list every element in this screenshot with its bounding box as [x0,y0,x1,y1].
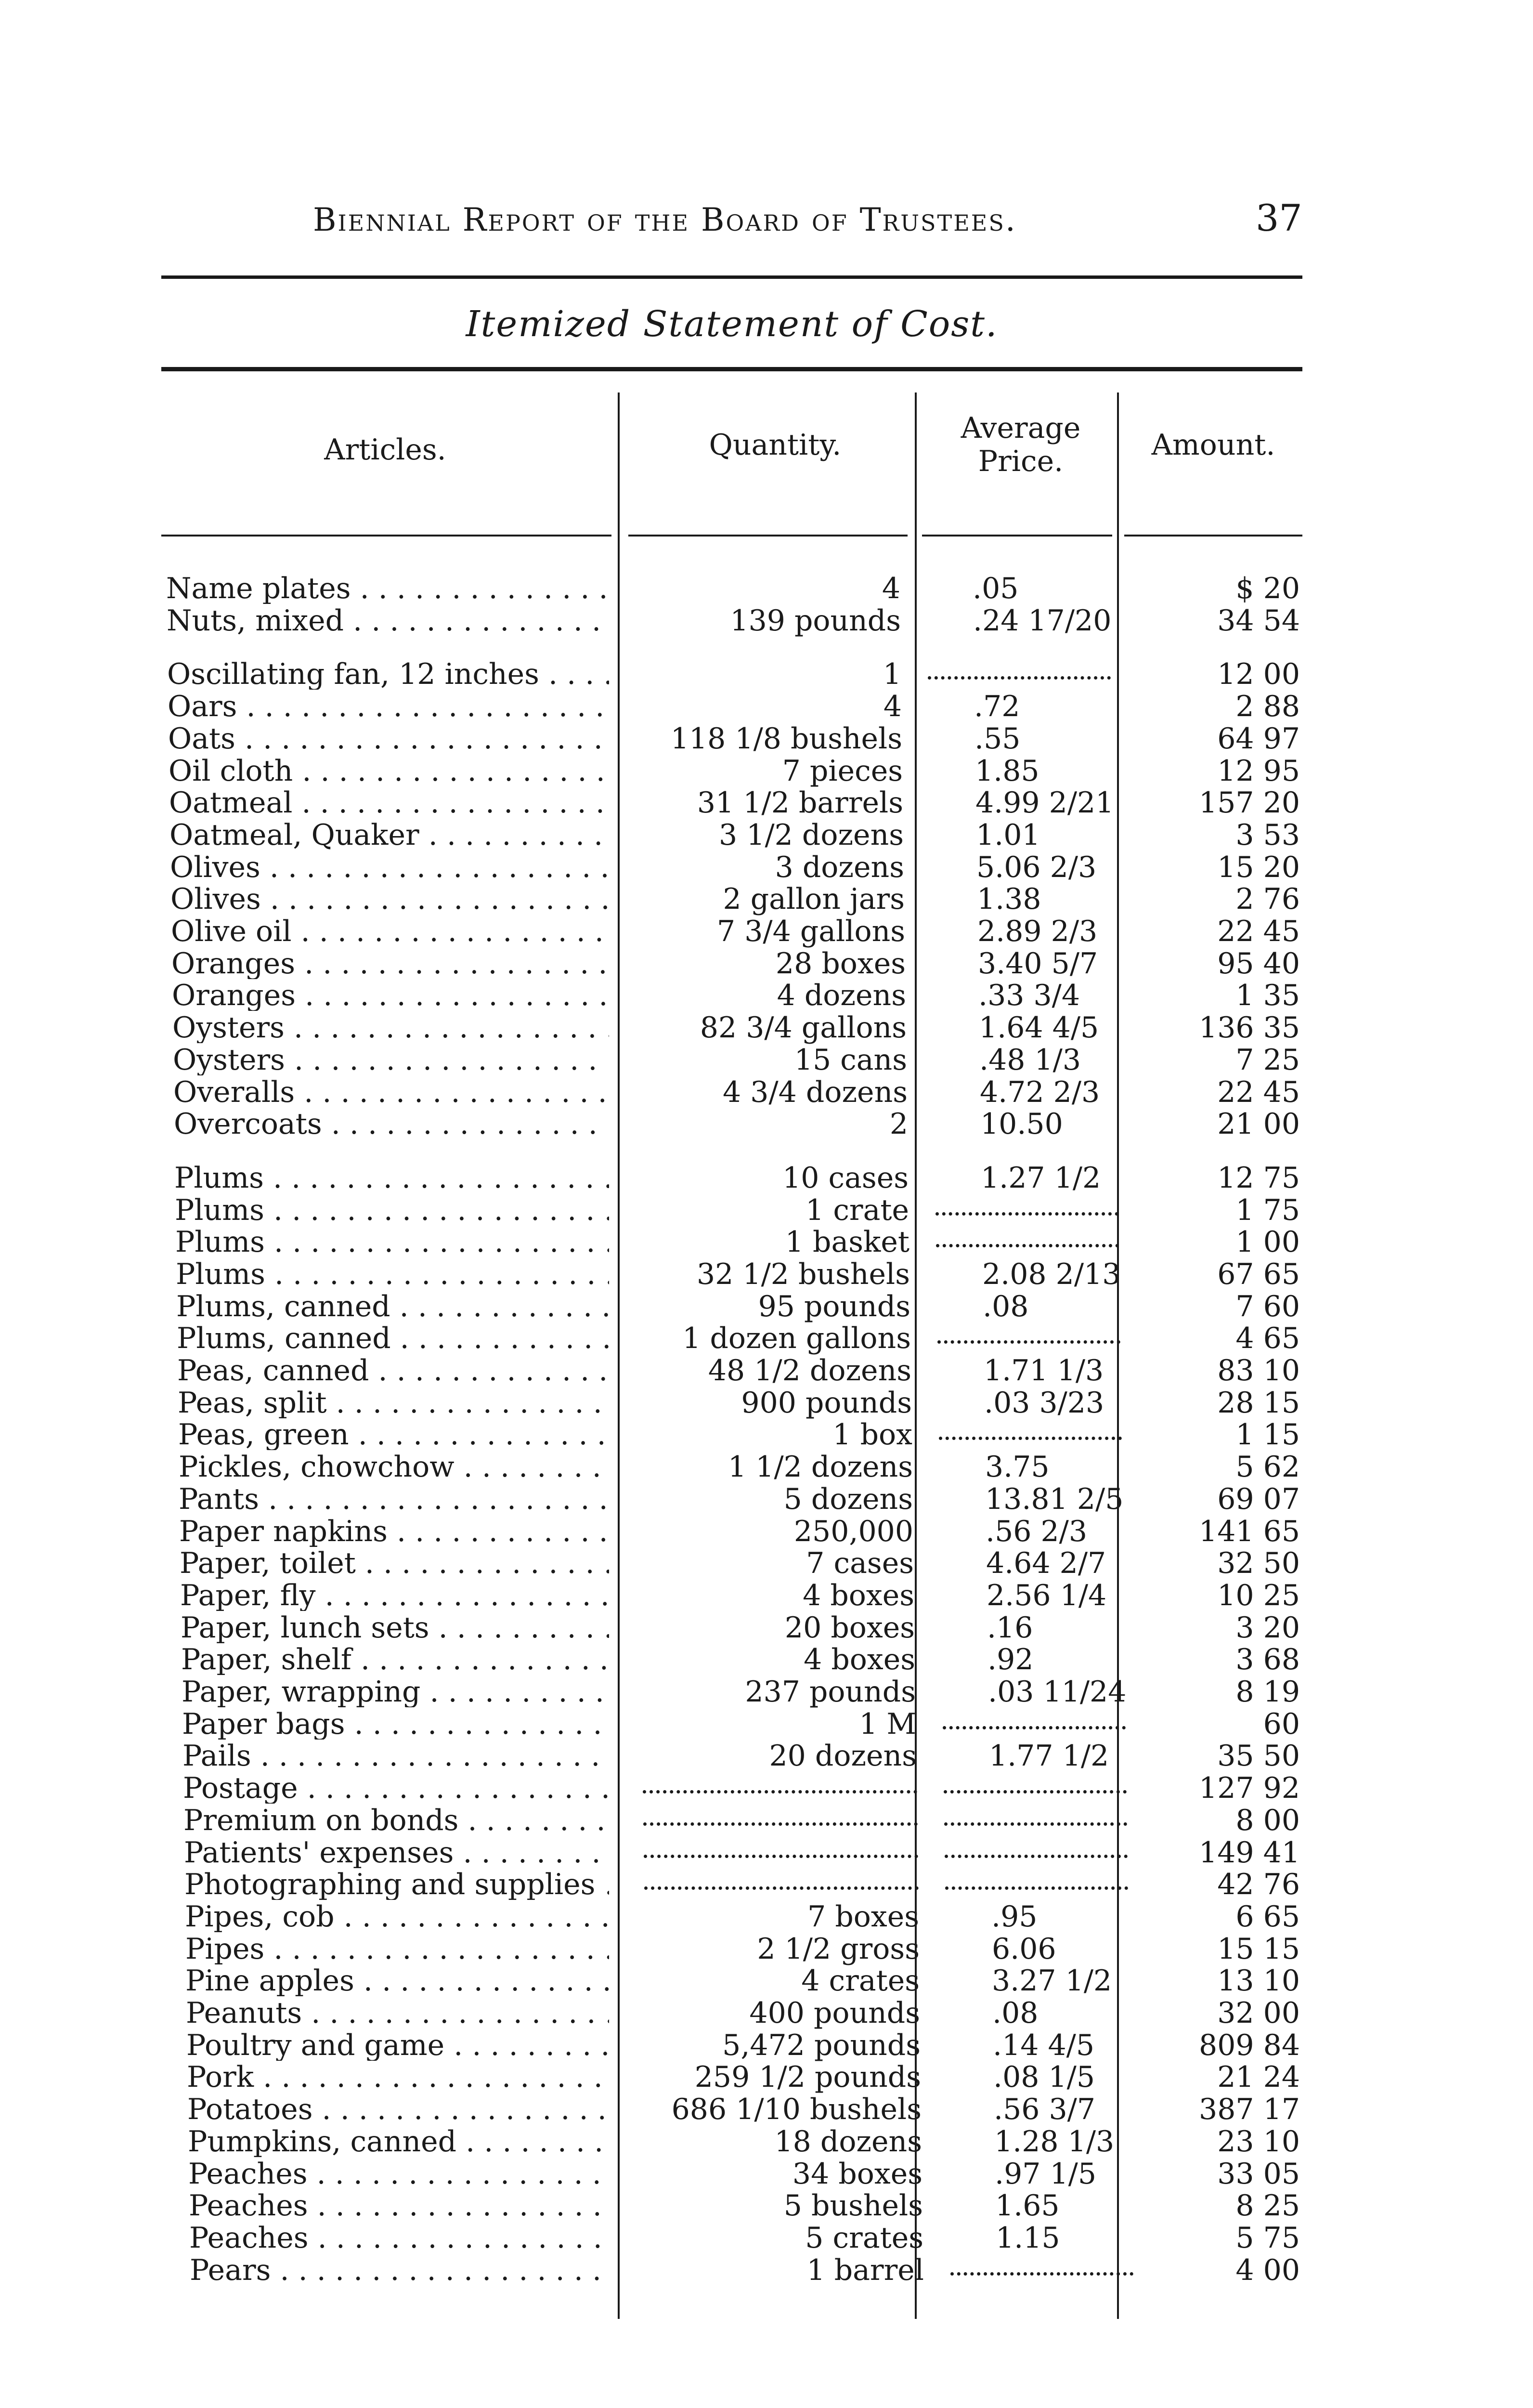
price-cell: .05 [973,572,1019,605]
quantity-leader [643,1773,917,1793]
price-cell: 1.64 4/5 [979,1011,1099,1045]
dot-leader [945,1837,1128,1858]
article-cell: Oranges . . . [172,980,609,1011]
article-cell: Oars . . . [168,691,609,722]
dot-leader [943,1709,1126,1729]
price-cell: 1.85 [975,754,1039,788]
amount-cell: 15 20 [1217,851,1300,884]
article-cell: Olive oil . . . [171,916,609,947]
quantity-cell: 4 crates [801,1964,920,1998]
amount-cell: 2 76 [1235,882,1300,916]
price-leader [935,1195,1118,1216]
quantity-cell: 900 pounds [741,1386,912,1420]
article-cell: Pails . . . [182,1741,609,1771]
quantity-cell: 5 bushels [783,2189,923,2223]
price-cell: .72 [974,690,1020,723]
article-cell: Peaches . . . [189,2190,609,2221]
table-row [0,1869,1533,1900]
article-cell: Paper, toilet . . . [180,1548,609,1579]
price-cell: .92 [987,1643,1034,1676]
quantity-cell: 5,472 pounds [722,2028,921,2062]
quantity-leader [644,1869,919,1890]
article-cell: Paper bags . . . [182,1709,609,1740]
quantity-cell: 1 crate [805,1193,909,1227]
quantity-cell: 1 barrel [806,2253,924,2287]
amount-cell: 5 62 [1235,1450,1300,1484]
amount-cell: 3 53 [1235,818,1300,852]
quantity-cell: 4 [882,572,900,605]
table-row [0,1012,1533,1043]
price-cell: .95 [991,1900,1038,1934]
table-row [0,2223,1533,2253]
page-number: 37 [1256,196,1302,239]
article-cell: Oscillating fan, 12 inches . . . [167,659,609,690]
quantity-cell: 1 M [859,1707,916,1741]
amount-cell: 3 20 [1235,1611,1300,1645]
quantity-cell: 95 pounds [758,1290,910,1323]
quantity-cell: 20 boxes [784,1611,915,1645]
article-cell: Premium on bonds . . . [183,1805,609,1836]
quantity-cell: 1 dozen gallons [682,1322,911,1355]
article-cell: Pine apples . . . [185,1965,609,1996]
price-leader [937,1323,1120,1344]
amount-cell: 7 25 [1235,1043,1300,1077]
article-cell: Peas, canned . . . [177,1355,609,1386]
quantity-cell: 259 1/2 pounds [694,2060,921,2094]
amount-cell: 28 15 [1217,1386,1300,1420]
amount-cell: 10 25 [1217,1579,1300,1612]
table-row [0,884,1533,915]
price-cell: 1.65 [995,2189,1060,2223]
amount-cell: 1 35 [1235,979,1300,1012]
amount-cell: 12 75 [1217,1161,1300,1195]
amount-cell: $ 20 [1235,572,1300,605]
amount-cell: 67 65 [1217,1257,1300,1291]
quantity-cell: 3 1/2 dozens [719,818,904,852]
table-row [0,1741,1533,1771]
amount-cell: 23 10 [1217,2125,1300,2159]
price-cell: 2.56 1/4 [987,1579,1107,1612]
price-cell: .97 1/5 [995,2157,1097,2191]
amount-cell: 8 00 [1235,1804,1300,1837]
dot-leader [643,1805,918,1826]
table-row [0,2126,1533,2157]
dot-leader [644,1837,918,1858]
price-cell: 1.71 1/3 [984,1354,1104,1387]
amount-cell: 95 40 [1217,947,1300,981]
quantity-cell: 4 boxes [803,1579,914,1612]
amount-cell: 7 60 [1235,1290,1300,1323]
price-cell: 2.89 2/3 [977,915,1098,948]
article-cell: Potatoes . . . [187,2094,609,2125]
quantity-cell: 3 dozens [775,851,904,884]
table-row [0,1077,1533,1108]
amount-cell: 35 50 [1217,1739,1300,1773]
price-cell: .55 [974,722,1021,756]
quantity-cell: 4 [883,690,902,723]
amount-cell: 136 35 [1199,1011,1300,1045]
price-cell: .33 3/4 [978,979,1080,1012]
price-cell: .48 1/3 [979,1043,1081,1077]
table-row [0,1934,1533,1964]
amount-cell: 42 76 [1217,1868,1300,1901]
table-row [0,1965,1533,1996]
price-cell: .03 11/24 [988,1675,1127,1709]
table-row [0,1580,1533,1611]
price-cell: .24 17/20 [973,604,1112,638]
quantity-cell: 5 crates [805,2221,923,2255]
table-row [0,1516,1533,1547]
quantity-cell: 1 [883,657,901,691]
table-row [0,1259,1533,1290]
price-cell: 13.81 2/5 [985,1482,1124,1516]
amount-cell: 4 65 [1235,1322,1300,1355]
table-row [0,1837,1533,1868]
article-cell: Peaches . . . [189,2223,609,2253]
article-cell: Peas, green . . . [178,1419,609,1450]
quantity-cell: 1 box [832,1418,912,1452]
price-cell: 1.27 1/2 [981,1161,1101,1195]
quantity-cell: 2 gallon jars [723,882,905,916]
article-cell: Oranges . . . [171,948,609,979]
amount-cell: 83 10 [1217,1354,1300,1387]
article-cell: Plums, canned . . . [176,1291,609,1322]
quantity-cell: 20 dozens [769,1739,917,1773]
quantity-cell: 34 boxes [792,2157,922,2191]
quantity-cell: 139 pounds [730,604,901,638]
article-cell: Oysters . . . [173,1045,609,1075]
amount-cell: 21 00 [1217,1107,1300,1141]
col-head-price-line2: Price. [978,445,1064,478]
price-cell: .16 [987,1611,1033,1645]
quantity-cell: 2 [889,1107,908,1141]
amount-cell: 32 50 [1217,1546,1300,1580]
article-cell: Poultry and game . . . [186,2030,609,2061]
table-row [0,916,1533,947]
article-cell: Photographing and supplies . . . [184,1869,609,1900]
dot-leader [939,1419,1122,1440]
amount-cell: 13 10 [1217,1964,1300,1998]
price-cell: 3.75 [985,1450,1050,1484]
table-row [0,2062,1533,2093]
article-cell: Paper, fly . . . [180,1580,609,1611]
quantity-cell: 82 3/4 gallons [700,1011,907,1045]
price-cell: 4.72 2/3 [980,1075,1100,1109]
article-cell: Plums . . . [176,1259,609,1290]
article-cell: Pickles, chowchow . . . [179,1452,609,1482]
dot-leader [944,1805,1127,1826]
price-leader [944,1805,1127,1826]
quantity-cell: 237 pounds [745,1675,916,1709]
price-cell: 1.28 1/3 [994,2125,1115,2159]
table-row [0,1484,1533,1515]
dot-leader [936,1227,1119,1247]
amount-cell: 141 65 [1199,1515,1300,1548]
dot-leader [944,1773,1127,1793]
amount-cell: 15 15 [1217,1932,1300,1966]
price-cell: 5.06 2/3 [976,851,1097,884]
price-cell: 10.50 [980,1107,1063,1141]
amount-cell: 12 00 [1217,657,1300,691]
article-cell: Oysters . . . [172,1012,609,1043]
quantity-cell: 10 cases [782,1161,909,1195]
price-cell: 3.40 5/7 [978,947,1098,981]
table-row [0,820,1533,851]
amount-cell: 6 65 [1235,1900,1300,1934]
running-head: Biennial Report of the Board of Trustees. [313,201,1017,238]
amount-cell: 22 45 [1217,1075,1300,1109]
amount-cell: 12 95 [1217,754,1300,788]
article-cell: Plums . . . [174,1163,609,1193]
table-row [0,1644,1533,1675]
price-cell: .14 4/5 [993,2028,1095,2062]
quantity-cell: 4 dozens [777,979,906,1012]
col-head-price-line1: Average [961,411,1081,445]
price-cell: .56 3/7 [994,2093,1096,2126]
amount-cell: 34 54 [1217,604,1300,638]
table-row [0,1355,1533,1386]
quantity-cell: 18 dozens [774,2125,922,2159]
amount-cell: 8 19 [1235,1675,1300,1709]
price-cell: .08 [983,1290,1029,1323]
table-row [0,756,1533,786]
amount-cell: 60 [1263,1707,1300,1741]
amount-cell: 69 07 [1217,1482,1300,1516]
dot-leader [644,1869,919,1890]
price-cell: 4.99 2/21 [975,786,1114,820]
table-row [0,2255,1533,2286]
price-cell: .56 2/3 [986,1515,1088,1548]
quantity-cell: 1 basket [785,1225,909,1259]
table-row [0,1548,1533,1579]
quantity-cell: 118 1/8 bushels [670,722,902,756]
price-cell: 1.38 [977,882,1041,916]
quantity-cell: 7 pieces [782,754,903,788]
table-row [0,1998,1533,2028]
table-row [0,2030,1533,2061]
article-cell: Olives . . . [170,884,609,915]
table-row [0,2094,1533,2125]
amount-cell: 1 00 [1235,1225,1300,1259]
quantity-cell: 7 cases [806,1546,914,1580]
table-row [0,1419,1533,1450]
price-leader [939,1419,1122,1440]
table-row [0,1227,1533,1257]
article-cell: Paper napkins . . . [179,1516,609,1547]
quantity-leader [643,1805,918,1826]
price-leader [945,1869,1128,1890]
article-cell: Pumpkins, canned . . . [188,2126,609,2157]
amount-cell: 3 68 [1235,1643,1300,1676]
article-cell: Plums . . . [175,1195,609,1226]
dot-leader [643,1773,917,1793]
price-leader [928,659,1111,680]
price-leader [950,2255,1133,2276]
amount-cell: 1 75 [1235,1193,1300,1227]
price-cell: 1.15 [996,2221,1060,2255]
quantity-cell: 2 1/2 gross [757,1932,920,1966]
dot-leader [928,659,1111,680]
table-row [0,852,1533,883]
article-cell: Pork . . . [187,2062,609,2093]
price-leader [945,1837,1128,1858]
quantity-cell: 48 1/2 dozens [708,1354,911,1387]
table-row [0,691,1533,722]
amount-cell: 5 75 [1235,2221,1300,2255]
col-head-quantity: Quantity. [709,428,842,462]
amount-cell: 127 92 [1199,1771,1300,1805]
article-cell: Paper, shelf . . . [181,1644,609,1675]
price-cell: .03 3/23 [984,1386,1104,1420]
table-row [0,1709,1533,1740]
dot-leader [937,1323,1120,1344]
dot-leader [950,2255,1133,2276]
quantity-cell: 7 3/4 gallons [717,915,905,948]
table-row [0,1387,1533,1418]
price-cell: .08 1/5 [993,2060,1095,2094]
quantity-cell: 28 boxes [775,947,906,981]
article-cell: Oatmeal, Quaker . . . [169,820,609,851]
article-cell: Overalls . . . [173,1077,609,1108]
price-leader [943,1709,1126,1729]
price-cell: 4.64 2/7 [986,1546,1106,1580]
amount-cell: 21 24 [1217,2060,1300,2094]
article-cell: Pants . . . [179,1484,609,1515]
article-cell: Nuts, mixed . . . [167,605,609,636]
amount-cell: 1 15 [1235,1418,1300,1452]
article-cell: Pipes, cob . . . [185,1901,609,1932]
table-row [0,1612,1533,1643]
table-row [0,2159,1533,2189]
amount-cell: 149 41 [1199,1836,1300,1870]
table-row [0,1901,1533,1932]
table-row [0,1163,1533,1193]
amount-cell: 157 20 [1199,786,1300,820]
dot-leader [945,1869,1128,1890]
table-row [0,1773,1533,1804]
amount-cell: 809 84 [1199,2028,1300,2062]
table-row [0,1195,1533,1226]
quantity-cell: 7 boxes [807,1900,919,1934]
article-cell: Paper, lunch sets . . . [181,1612,609,1643]
article-cell: Oatmeal . . . [169,787,609,818]
table-row [0,2190,1533,2221]
table-row [0,980,1533,1011]
quantity-cell: 5 dozens [783,1482,913,1516]
quantity-cell: 4 boxes [804,1643,915,1676]
quantity-leader [644,1837,918,1858]
price-cell: .08 [992,1996,1039,2030]
table-row [0,605,1533,636]
table-row [0,1045,1533,1075]
article-cell: Plums, canned . . . [177,1323,609,1354]
price-cell: 6.06 [992,1932,1056,1966]
amount-cell: 33 05 [1217,2157,1300,2191]
price-cell: 1.01 [976,818,1040,852]
price-leader [936,1227,1119,1247]
col-head-articles: Articles. [324,433,446,467]
price-leader [944,1773,1127,1793]
article-cell: Peaches . . . [188,2159,609,2189]
quantity-cell: 400 pounds [749,1996,920,2030]
table-row [0,1676,1533,1707]
table-row [0,573,1533,604]
article-cell: Olives . . . [170,852,609,883]
quantity-cell: 15 cans [794,1043,907,1077]
col-head-amount: Amount. [1151,428,1275,462]
quantity-cell: 31 1/2 barrels [697,786,903,820]
article-cell: Peanuts . . . [186,1998,609,2028]
table-row [0,948,1533,979]
article-cell: Plums . . . [175,1227,609,1257]
article-cell: Name plates . . . [166,573,609,604]
table-row [0,659,1533,690]
table-row [0,787,1533,818]
article-cell: Postage . . . [183,1773,609,1804]
quantity-cell: 250,000 [793,1515,913,1548]
article-cell: Pipes . . . [185,1934,609,1964]
article-cell: Peas, split . . . [178,1387,609,1418]
amount-cell: 387 17 [1199,2093,1300,2126]
price-cell: 1.77 1/2 [989,1739,1109,1773]
article-cell: Oats . . . [168,723,609,754]
table-row [0,1805,1533,1836]
amount-cell: 22 45 [1217,915,1300,948]
quantity-cell: 32 1/2 bushels [696,1257,910,1291]
table-row [0,1291,1533,1322]
price-cell: 2.08 2/13 [982,1257,1121,1291]
table-row [0,723,1533,754]
quantity-cell: 1 1/2 dozens [728,1450,913,1484]
article-cell: Paper, wrapping . . . [182,1676,609,1707]
amount-cell: 32 00 [1217,1996,1300,2030]
article-cell: Pears . . . [190,2255,609,2286]
dot-leader [935,1195,1118,1216]
table-row [0,1109,1533,1139]
amount-cell: 64 97 [1217,722,1300,756]
article-cell: Oil cloth . . . [169,756,609,786]
amount-cell: 2 88 [1235,690,1300,723]
table-title: Itemized Statement of Cost. [466,303,998,345]
amount-cell: 4 00 [1235,2253,1300,2287]
price-cell: 3.27 1/2 [992,1964,1112,1998]
article-cell: Patients' expenses . . . [184,1837,609,1868]
quantity-cell: 686 1/10 bushels [671,2093,922,2126]
article-cell: Overcoats . . . [174,1109,609,1139]
table-row [0,1323,1533,1354]
amount-cell: 8 25 [1235,2189,1300,2223]
quantity-cell: 4 3/4 dozens [723,1075,908,1109]
table-row [0,1452,1533,1482]
